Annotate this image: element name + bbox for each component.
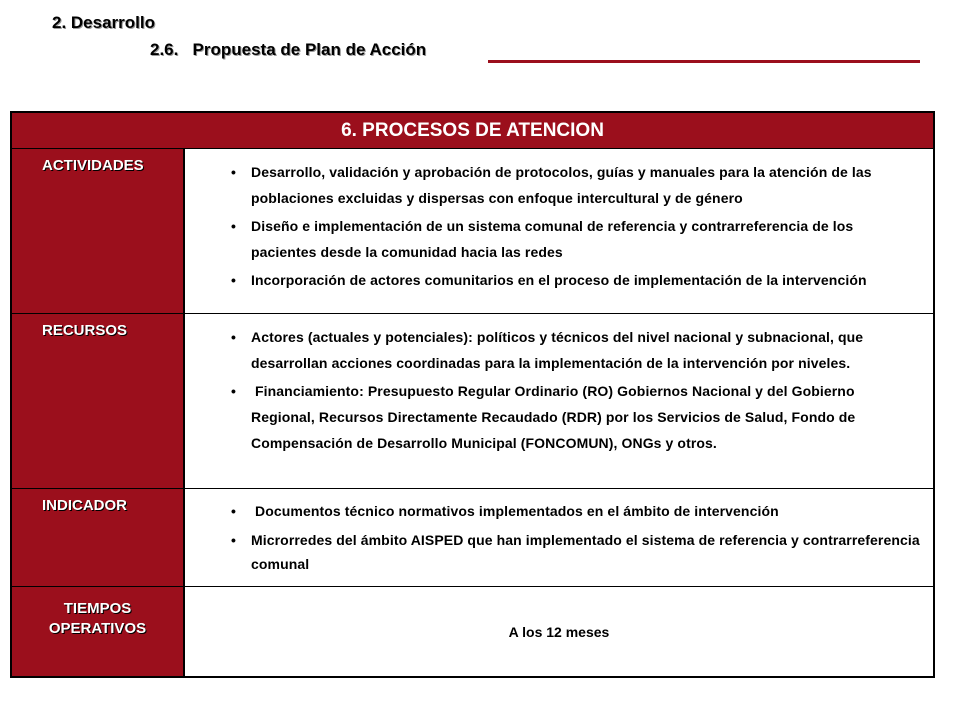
row-label-recursos: RECURSOS	[12, 314, 185, 489]
bullet-icon: •	[231, 383, 237, 399]
list-item	[231, 528, 921, 576]
bullet-icon: •	[231, 503, 237, 519]
list-item-text: Actores (actuales y potenciales): políticos y técnicos del nivel nacional y subnacional, que desarrollan acciones coordinadas para la implementación de la intervención por niveles.	[251, 329, 864, 371]
subsection-heading-text: 2.6. Propuesta de Plan de Acción	[150, 40, 427, 59]
list-item	[231, 267, 921, 293]
row-label-tiempos-operativos: TIEMPOS OPERATIVOS	[12, 587, 185, 676]
actividades-list	[231, 159, 921, 293]
recursos-list	[231, 324, 921, 456]
bullet-icon: •	[231, 218, 237, 234]
list-item-text: Incorporación de actores comunitarios en el proceso de implementación de la intervención	[251, 272, 867, 288]
list-item	[231, 378, 921, 456]
list-item	[231, 324, 921, 376]
indicador-list	[231, 499, 921, 576]
section-heading-text: 2. Desarrollo	[52, 13, 155, 32]
table-title: 6. PROCESOS DE ATENCION	[12, 113, 933, 149]
action-plan-table	[10, 111, 935, 678]
row-label-actividades: ACTIVIDADES	[12, 149, 185, 314]
bullet-icon: •	[231, 272, 237, 288]
list-item	[231, 213, 921, 265]
list-item-text: Microrredes del ámbito AISPED que han implementado el sistema de referencia y contrarreferencia comunal	[251, 532, 920, 572]
row-label-indicador: INDICADOR	[12, 489, 185, 587]
row-content-actividades	[185, 149, 933, 314]
list-item-text: Documentos técnico normativos implementados en el ámbito de intervención	[251, 503, 779, 519]
row-content-indicador	[185, 489, 933, 587]
bullet-icon: •	[231, 532, 237, 548]
list-item	[231, 499, 921, 523]
section-heading	[52, 14, 155, 31]
bullet-icon: •	[231, 329, 237, 345]
bullet-icon: •	[231, 164, 237, 180]
header-divider-line	[488, 60, 920, 63]
list-item	[231, 159, 921, 211]
row-content-recursos	[185, 314, 933, 489]
list-item-text: Diseño e implementación de un sistema comunal de referencia y contrarreferencia de los pacientes desde la comunidad hacia las redes	[251, 218, 854, 260]
list-item-text: Financiamiento: Presupuesto Regular Ordinario (RO) Gobiernos Nacional y del Gobierno Regional, Recursos Directamente Recaudado (RDR) por los Servicios de Salud, Fondo de Compensación de Desarrollo Municipal (FONCOMUN), ONGs y otros.	[251, 383, 860, 451]
row-content-tiempos-operativos: A los 12 meses	[508, 623, 610, 640]
subsection-heading	[150, 41, 426, 58]
list-item-text: Desarrollo, validación y aprobación de protocolos, guías y manuales para la atención de las poblaciones excluidas y dispersas con enfoque intercultural y de género	[251, 164, 872, 206]
